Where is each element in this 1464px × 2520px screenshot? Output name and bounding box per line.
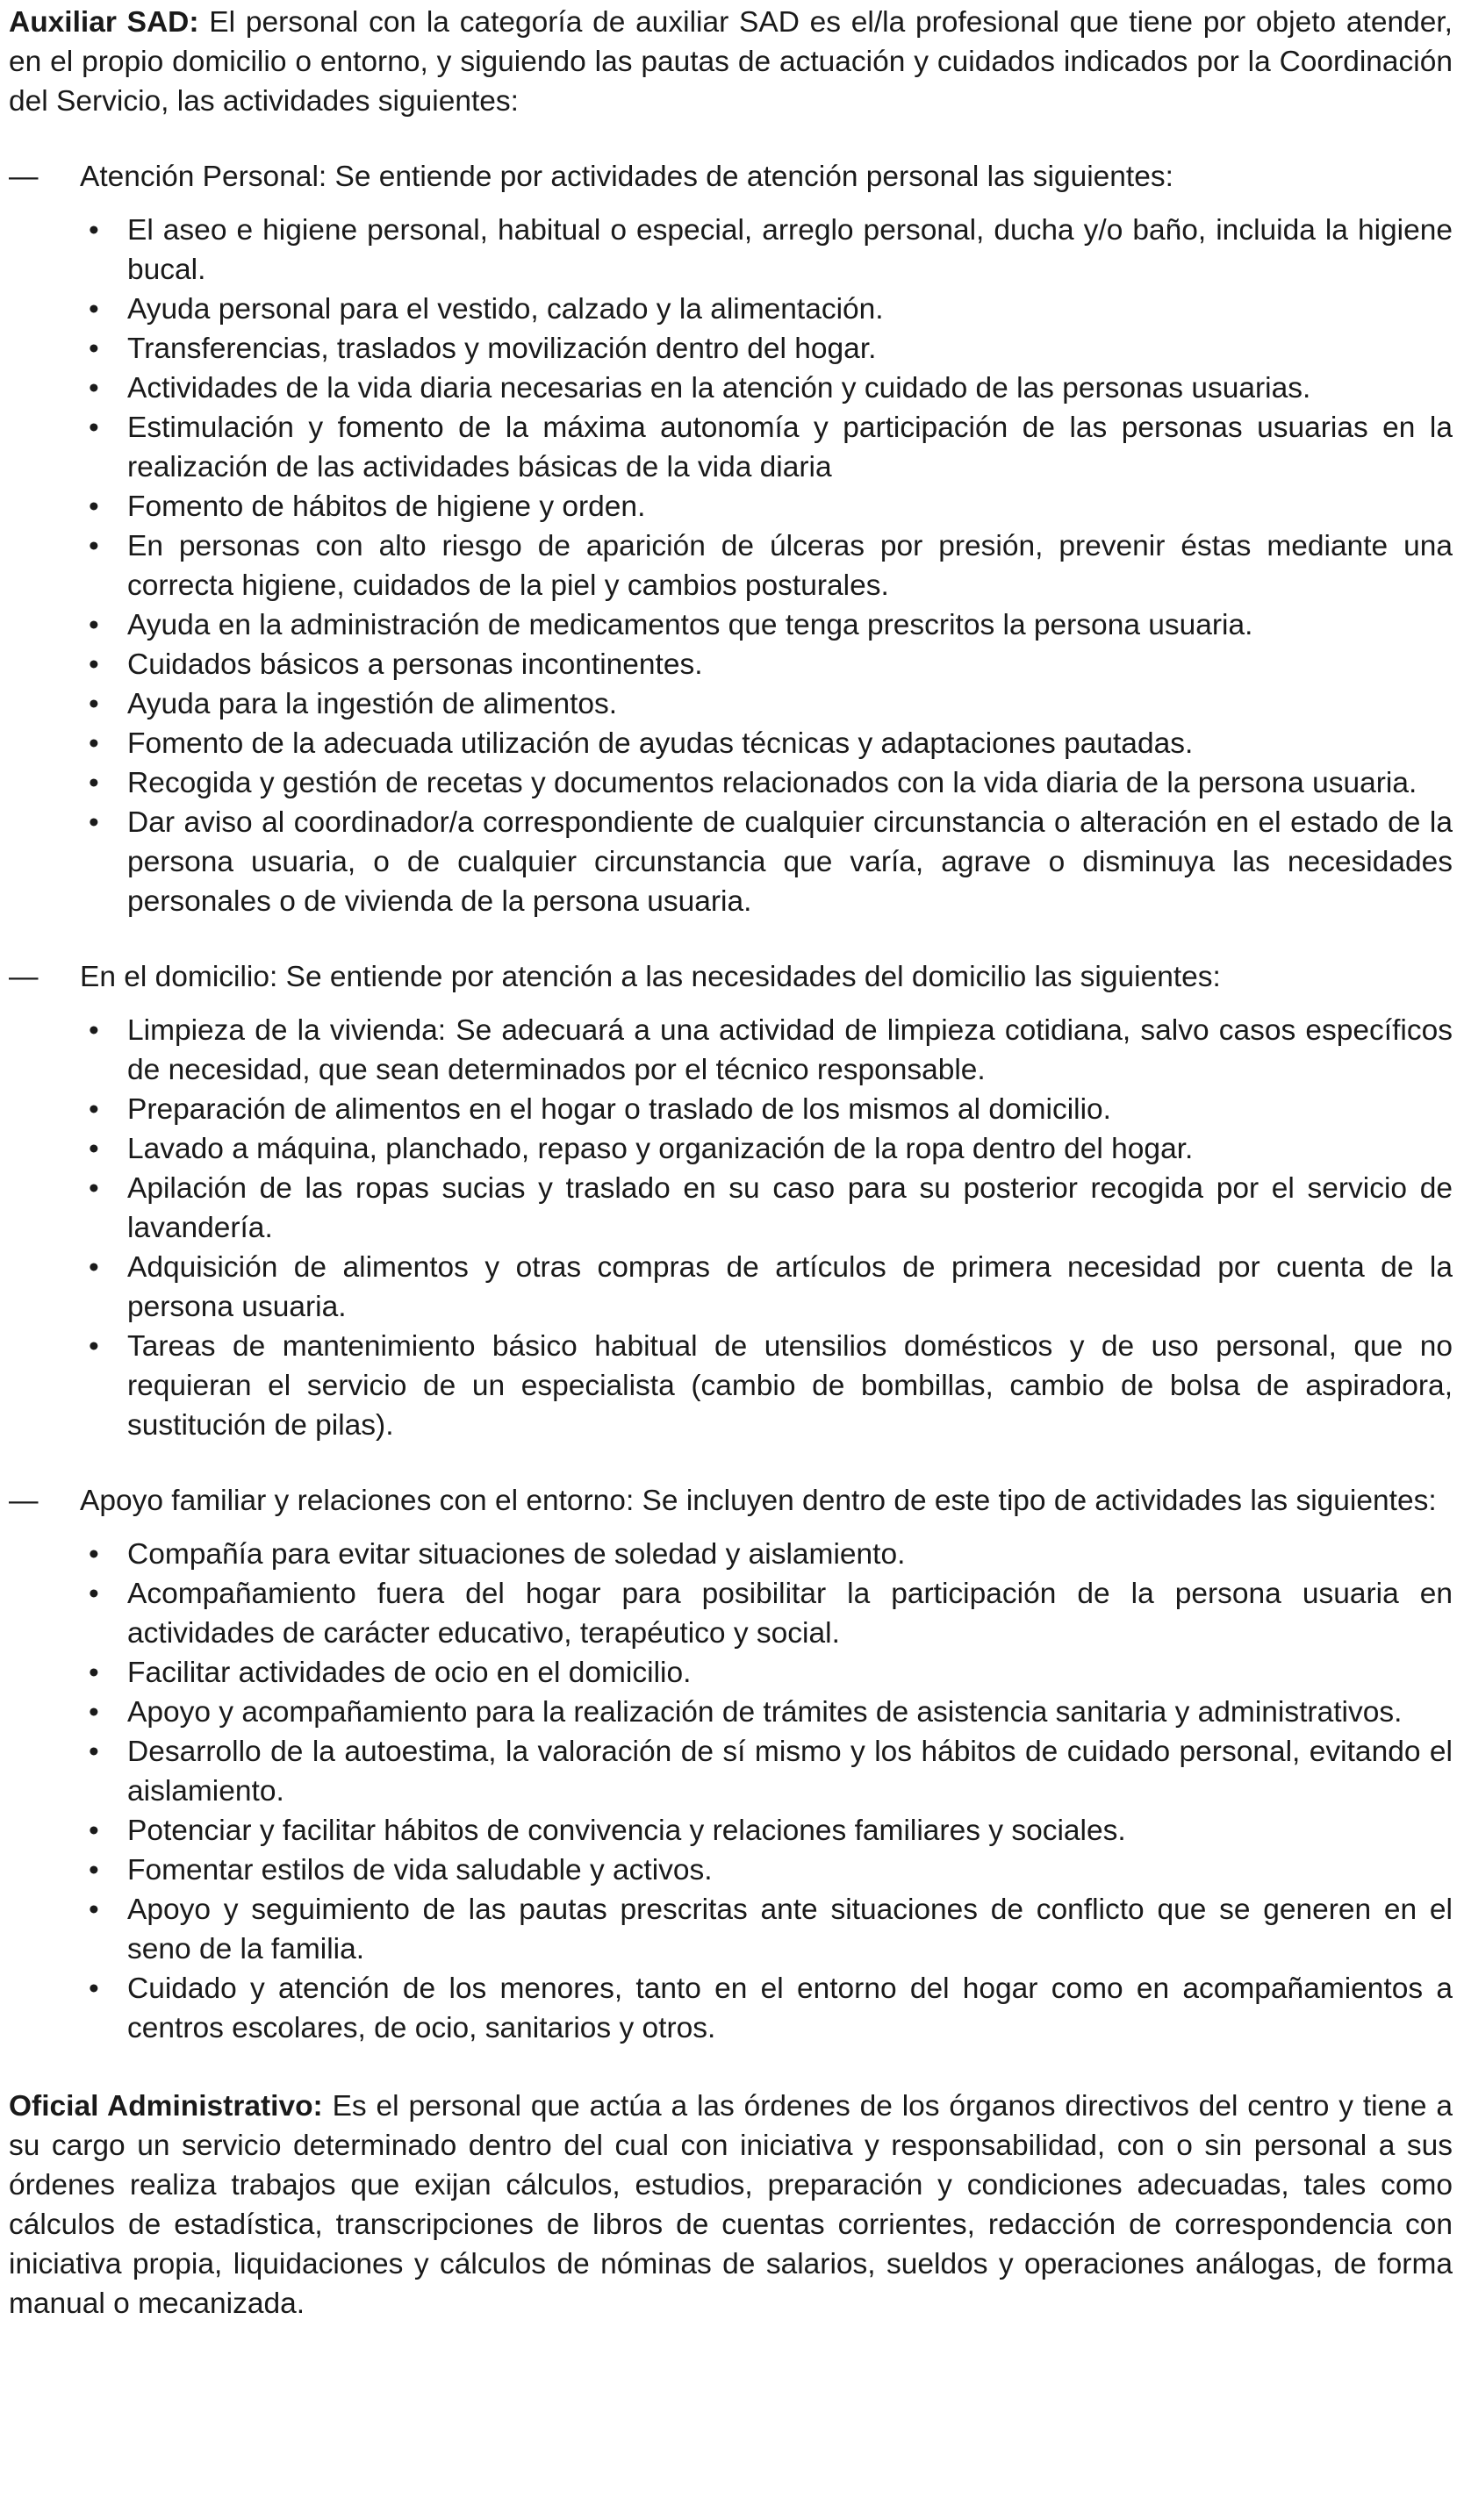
list-item-text: Recogida y gestión de recetas y documentos relacionados con la vida diaria de la persona usuaria.: [127, 767, 1417, 799]
bullet-marker: •: [89, 1815, 99, 1847]
list-item-text: El aseo e higiene personal, habitual o especial, arreglo personal, ducha y/o baño, incluida la higiene bucal.: [127, 214, 1453, 286]
list-item: [9, 408, 1453, 487]
list-item-text: Limpieza de la vivienda: Se adecuará a una actividad de limpieza cotidiana, salvo casos específicos de necesidad, que sean determinados por el técnico responsable.: [127, 1014, 1453, 1086]
list-item-text: Fomento de la adecuada utilización de ayudas técnicas y adaptaciones pautadas.: [127, 727, 1194, 760]
section-atencion-personal: [9, 157, 1453, 921]
list-item: [9, 1574, 1453, 1653]
list-item: [9, 803, 1453, 921]
bullet-marker: •: [89, 1854, 99, 1886]
bullet-marker: •: [89, 1014, 99, 1047]
bullet-marker: •: [89, 1657, 99, 1689]
bullet-marker: •: [89, 1133, 99, 1165]
bullet-marker: •: [89, 1538, 99, 1571]
list-item: [9, 724, 1453, 763]
list-item-text: Ayuda en la administración de medicamentos que tenga prescritos la persona usuaria.: [127, 609, 1253, 641]
list-item-text: Lavado a máquina, planchado, repaso y organización de la ropa dentro del hogar.: [127, 1133, 1194, 1165]
bullet-marker: •: [89, 1578, 99, 1610]
list-item: [9, 1732, 1453, 1811]
list-item-text: Fomentar estilos de vida saludable y activos.: [127, 1854, 713, 1886]
list-item-text: Tareas de mantenimiento básico habitual de utensilios domésticos y de uso personal, que no requieran el servicio de un especialista (cambio de bombillas, cambio de bolsa de aspiradora, sustitución de pilas).: [127, 1330, 1453, 1442]
list-item: [9, 211, 1453, 290]
list-item-text: Dar aviso al coordinador/a correspondiente de cualquier circunstancia o alteración en el estado de la persona usuaria, o de cualquier circunstancia que varía, agrave o disminuya las necesidades personales o de vivienda de la persona usuaria.: [127, 806, 1453, 918]
auxiliar-sad-paragraph: [9, 3, 1453, 121]
bullet-marker: •: [89, 530, 99, 562]
bullet-marker: •: [89, 1093, 99, 1126]
bullet-marker: •: [89, 490, 99, 523]
dash-marker: —: [9, 161, 39, 193]
bullet-marker: •: [89, 214, 99, 247]
list-item: [9, 1090, 1453, 1129]
list-item: [9, 329, 1453, 369]
section-intro-text: Apoyo familiar y relaciones con el entorno: Se incluyen dentro de este tipo de actividades las siguientes:: [80, 1485, 1437, 1517]
document-page: [9, 0, 1453, 2323]
list-item: [9, 1535, 1453, 1574]
section-intro: [9, 1481, 1453, 1521]
list-item-text: Desarrollo de la autoestima, la valoración de sí mismo y los hábitos de cuidado personal, evitando el aislamiento.: [127, 1736, 1453, 1808]
bullet-marker: •: [89, 1251, 99, 1284]
list-item-text: Ayuda personal para el vestido, calzado y la alimentación.: [127, 293, 884, 326]
list-item-text: Facilitar actividades de ocio en el domicilio.: [127, 1657, 692, 1689]
list-item: [9, 1653, 1453, 1693]
list-item: [9, 1169, 1453, 1248]
bullet-marker: •: [89, 688, 99, 720]
dash-marker: —: [9, 1485, 39, 1517]
bullet-marker: •: [89, 727, 99, 760]
list-item-text: Compañía para evitar situaciones de soledad y aislamiento.: [127, 1538, 906, 1571]
section-intro: [9, 157, 1453, 197]
auxiliar-sad-text: El personal con la categoría de auxiliar SAD es el/la profesional que tiene por objeto atender, en el propio domicilio o entorno, y siguiendo las pautas de actuación y cuidados indicados por la Coordinación del Servicio, las actividades siguientes:: [9, 6, 1453, 118]
list-item: [9, 1890, 1453, 1969]
section-intro: [9, 957, 1453, 997]
auxiliar-sad-title: Auxiliar SAD:: [9, 6, 199, 39]
list-item-text: Estimulación y fomento de la máxima autonomía y participación de las personas usuarias en la realización de las actividades básicas de la vida diaria: [127, 412, 1453, 483]
list-item-text: Apoyo y acompañamiento para la realización de trámites de asistencia sanitaria y administrativos.: [127, 1696, 1403, 1729]
list-item-text: Apoyo y seguimiento de las pautas prescritas ante situaciones de conflicto que se generen en el seno de la familia.: [127, 1894, 1453, 1965]
list-item: [9, 1969, 1453, 2048]
bullet-marker: •: [89, 333, 99, 365]
bullet-marker: •: [89, 648, 99, 681]
list-item-text: En personas con alto riesgo de aparición de úlceras por presión, prevenir éstas mediante una correcta higiene, cuidados de la piel y cambios posturales.: [127, 530, 1453, 602]
oficial-administrativo-paragraph: [9, 2087, 1453, 2323]
section-domicilio: [9, 957, 1453, 1445]
list-item: [9, 684, 1453, 724]
bullet-marker: •: [89, 767, 99, 799]
list-item: [9, 1811, 1453, 1851]
bullet-marker: •: [89, 806, 99, 839]
section-intro-text: En el domicilio: Se entiende por atención a las necesidades del domicilio las siguientes:: [80, 961, 1221, 993]
list-item: [9, 1693, 1453, 1732]
section-intro-text: Atención Personal: Se entiende por actividades de atención personal las siguientes:: [80, 161, 1173, 193]
list-item: [9, 605, 1453, 645]
bullet-marker: •: [89, 1330, 99, 1363]
list-item-text: Actividades de la vida diaria necesarias en la atención y cuidado de las personas usuarias.: [127, 372, 1311, 404]
bullet-marker: •: [89, 293, 99, 326]
oficial-administrativo-text: Es el personal que actúa a las órdenes de los órganos directivos del centro y tiene a su cargo un servicio determinado dentro del cual con iniciativa y responsabilidad, con o sin personal a sus órdenes realiza trabajos que exijan cálculos, estudios, preparación y condiciones adecuadas, tales como cálculos de estadística, transcripciones de libros de cuentas corrientes, redacción de correspondencia con iniciativa propia, liquidaciones y cálculos de nóminas de salarios, sueldos y operaciones análogas, de forma manual o mecanizada.: [9, 2090, 1453, 2320]
bullet-marker: •: [89, 1736, 99, 1768]
list-item: [9, 1248, 1453, 1327]
list-item: [9, 290, 1453, 329]
list-item: [9, 1011, 1453, 1090]
list-item-text: Potenciar y facilitar hábitos de convivencia y relaciones familiares y sociales.: [127, 1815, 1126, 1847]
list-item: [9, 645, 1453, 684]
list-item: [9, 1327, 1453, 1445]
list-item-text: Cuidado y atención de los menores, tanto en el entorno del hogar como en acompañamientos a centros escolares, de ocio, sanitarios y otros.: [127, 1972, 1453, 2044]
list-item: [9, 487, 1453, 526]
bullet-marker: •: [89, 1972, 99, 2005]
dash-marker: —: [9, 961, 39, 993]
bullet-list: [9, 211, 1453, 921]
list-item: [9, 526, 1453, 605]
bullet-marker: •: [89, 1696, 99, 1729]
bullet-list: [9, 1011, 1453, 1445]
list-item-text: Preparación de alimentos en el hogar o traslado de los mismos al domicilio.: [127, 1093, 1111, 1126]
list-item-text: Transferencias, traslados y movilización dentro del hogar.: [127, 333, 877, 365]
list-item: [9, 1851, 1453, 1890]
oficial-administrativo-title: Oficial Administrativo:: [9, 2090, 323, 2123]
bullet-marker: •: [89, 1172, 99, 1205]
list-item-text: Ayuda para la ingestión de alimentos.: [127, 688, 618, 720]
bullet-marker: •: [89, 1894, 99, 1926]
bullet-list: [9, 1535, 1453, 2048]
list-item: [9, 1129, 1453, 1169]
list-item-text: Acompañamiento fuera del hogar para posibilitar la participación de la persona usuaria en actividades de carácter educativo, terapéutico y social.: [127, 1578, 1453, 1650]
bullet-marker: •: [89, 412, 99, 444]
list-item-text: Cuidados básicos a personas incontinentes.: [127, 648, 703, 681]
bullet-marker: •: [89, 609, 99, 641]
bullet-marker: •: [89, 372, 99, 404]
list-item: [9, 369, 1453, 408]
list-item-text: Fomento de hábitos de higiene y orden.: [127, 490, 646, 523]
list-item-text: Apilación de las ropas sucias y traslado en su caso para su posterior recogida por el servicio de lavandería.: [127, 1172, 1453, 1244]
list-item-text: Adquisición de alimentos y otras compras de artículos de primera necesidad por cuenta de la persona usuaria.: [127, 1251, 1453, 1323]
list-item: [9, 763, 1453, 803]
section-apoyo-familiar: [9, 1481, 1453, 2048]
